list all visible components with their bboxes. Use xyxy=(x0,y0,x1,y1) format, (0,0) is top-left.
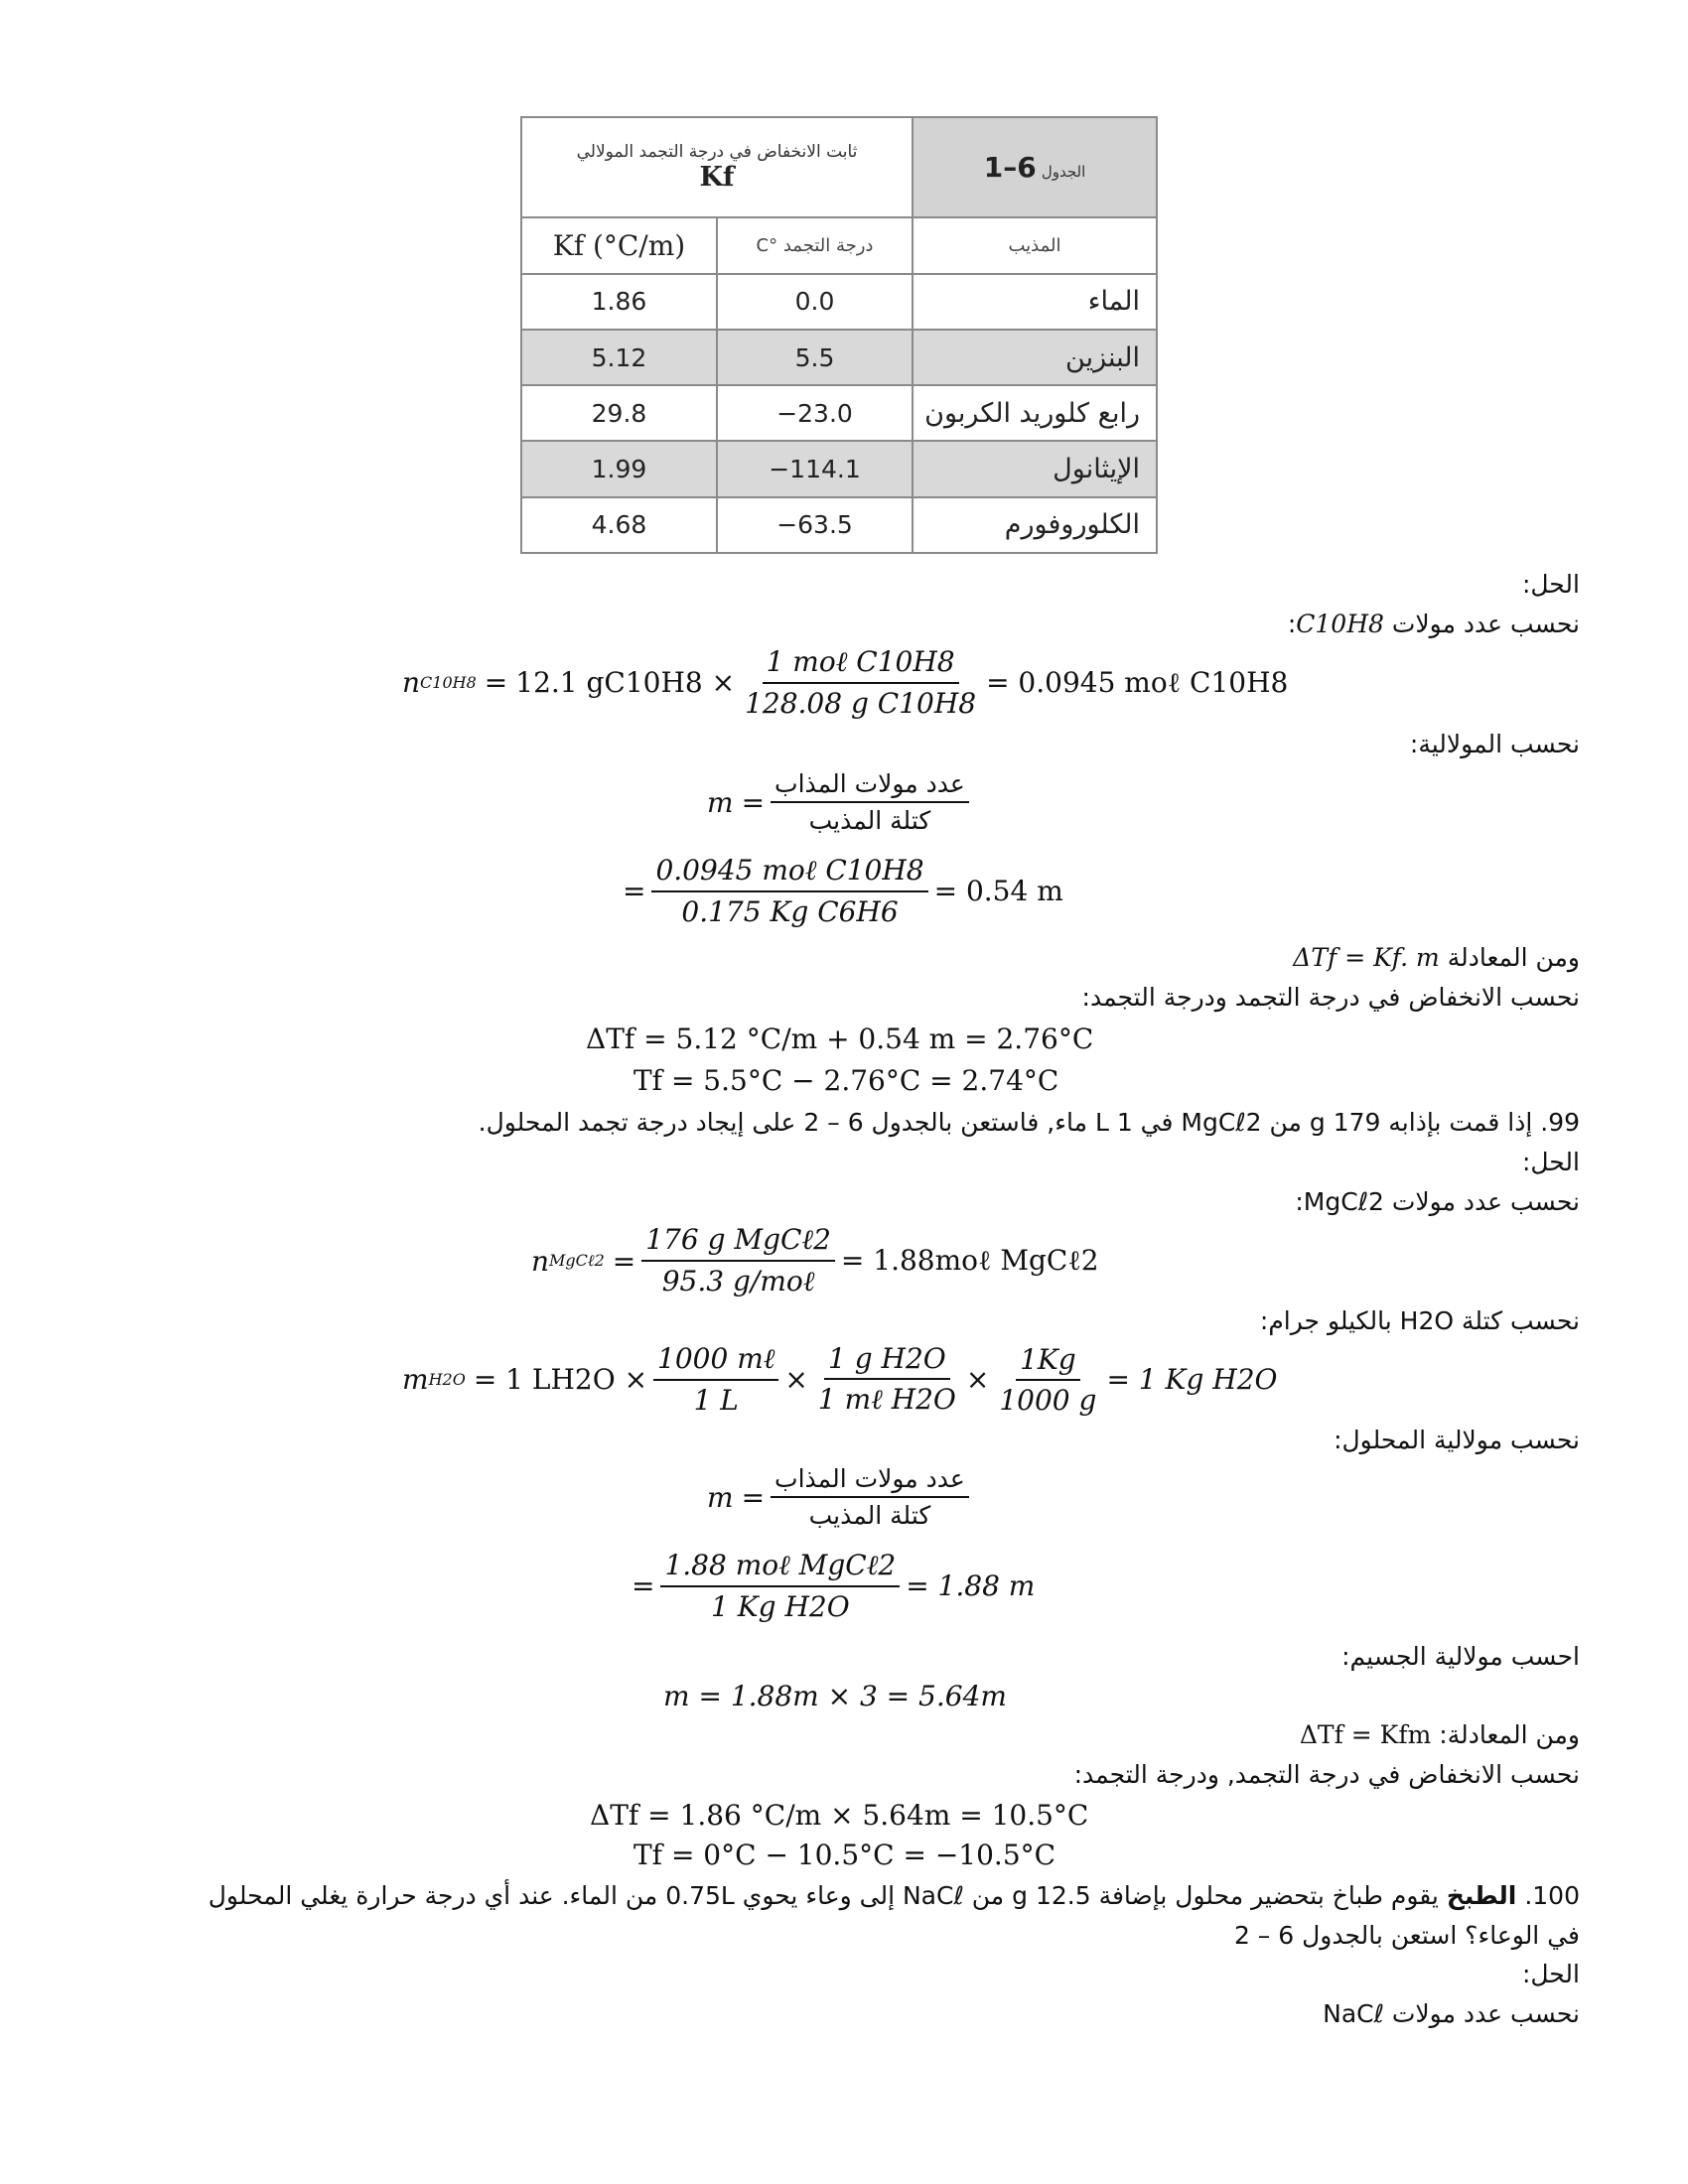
eq-rhs: = 1.88 m xyxy=(906,1570,1036,1602)
eq-numerator: 176 g MgCℓ2 xyxy=(645,1223,831,1256)
freezing-cell: −114.1 xyxy=(717,441,913,496)
table-title-label: الجدول xyxy=(1041,163,1086,182)
question-100 xyxy=(209,1881,1580,1911)
table-header-cell xyxy=(521,117,913,217)
question-99 xyxy=(479,1108,1580,1138)
table-row xyxy=(521,497,1157,553)
table-header-symbol: Kf xyxy=(699,162,735,194)
equation-label-text: ومن المعادلة: xyxy=(1439,1720,1580,1749)
moles-formula: C10H8 xyxy=(1296,610,1384,638)
solvent-cell: رابع كلوريد الكربون xyxy=(913,385,1157,441)
eq-denominator: 0.175 Kg C6H6 xyxy=(681,895,899,928)
freezing-cell: 0.0 xyxy=(717,274,913,330)
kf-table xyxy=(520,116,1158,554)
freezing-cell: −23.0 xyxy=(717,385,913,441)
table-row xyxy=(521,385,1157,441)
table-header-row xyxy=(521,117,1157,217)
table-number: 1–6 xyxy=(983,151,1037,185)
eq-rhs: = 0.54 m xyxy=(933,875,1063,907)
eq-rhs: = 0.0945 moℓ C10H8 xyxy=(986,665,1289,699)
kf-cell: 29.8 xyxy=(521,385,717,441)
equation-formula: ΔTf = Kfm xyxy=(1299,1720,1432,1749)
frac-denominator-ar: كتلة المذيب xyxy=(808,1501,931,1530)
eq-lhs: = 1 LH2O × xyxy=(473,1363,648,1396)
moles-label: نحسب عدد مولات NaCℓ xyxy=(1323,1999,1580,2028)
solvent-cell: الإيثانول xyxy=(913,441,1157,496)
equation-label xyxy=(1293,943,1580,973)
question-text-line2: في الوعاء؟ استعن بالجدول 6 – 2 xyxy=(1233,1921,1580,1950)
equation-molality-def: m = $\frac{\text{عدد مولات المذاب}}{\text{كتلة المذيب}}$ xyxy=(707,1464,975,1530)
solvent-cell: البنزين xyxy=(913,330,1157,385)
molality-label: نحسب المولالية: xyxy=(1409,730,1580,758)
table-row xyxy=(521,274,1157,330)
eq-denominator: 1000 g xyxy=(999,1383,1097,1417)
eq-denominator: 95.3 g/moℓ xyxy=(661,1265,815,1297)
column-header-solvent: المذيب xyxy=(913,217,1157,273)
depression-label: نحسب الانخفاض في درجة التجمد ودرجة التجمد: xyxy=(1081,983,1580,1012)
equation-moles-mgcl2: n MgCℓ2 = $\frac{\text{176 g MgCℓ2}}{\text{95.3 g/moℓ}}$ = 1.88moℓ MgCℓ2 xyxy=(531,1223,1099,1297)
equation-delta-tf: ΔTf = 1.86 °C/m × 5.64m = 10.5°C xyxy=(590,1799,1089,1832)
freezing-cell: −63.5 xyxy=(717,497,913,553)
equation-molality-value: = $\frac{\text{1.88 moℓ MgCℓ2}}{\text{1 Kg H2O}}$ = 1.88 m xyxy=(632,1549,1036,1623)
eq-numerator: 1 g H2O xyxy=(828,1342,946,1375)
eq-denominator: 1 L xyxy=(693,1384,739,1417)
freezing-cell: 5.5 xyxy=(717,330,913,385)
solution-label: الحل: xyxy=(1521,570,1580,599)
equation-label-text: ومن المعادلة xyxy=(1447,943,1580,972)
column-header-kf: Kf (°C/m) xyxy=(521,217,717,273)
kf-cell: 5.12 xyxy=(521,330,717,385)
frac-numerator-ar: عدد مولات المذاب xyxy=(771,769,969,803)
equation-delta-tf: ΔTf = 5.12 °C/m + 0.54 m = 2.76°C xyxy=(586,1023,1094,1055)
eq-numerator: 1000 mℓ xyxy=(657,1342,775,1375)
particle-label: احسب مولالية الجسيم: xyxy=(1341,1642,1580,1671)
eq-lhs: 12.1 gC10H8 × xyxy=(515,666,736,699)
question-number: 99. xyxy=(1540,1108,1580,1137)
eq-denominator: 1 mℓ H2O xyxy=(817,1383,956,1416)
column-header-freezing: درجة التجمد °C xyxy=(717,217,913,273)
kf-cell: 1.99 xyxy=(521,441,717,496)
equation-particle xyxy=(663,1680,1007,1712)
depression-label: نحسب الانخفاض في درجة التجمد, ودرجة التجمد: xyxy=(1073,1760,1580,1789)
eq-numerator: 0.0945 moℓ C10H8 xyxy=(655,854,924,887)
equation-molality-def: m = $\frac{\text{عدد مولات المذاب}}{\text{كتلة المذيب}}$ xyxy=(707,769,975,835)
eq-numerator: 1.88 moℓ MgCℓ2 xyxy=(664,1549,897,1581)
table-row xyxy=(521,441,1157,496)
eq-denominator: 128.08 g C10H8 xyxy=(745,687,977,720)
moles-label: نحسب عدد مولات MgCℓ2: xyxy=(1295,1187,1580,1216)
eq-rhs: = 1.88moℓ MgCℓ2 xyxy=(840,1244,1099,1277)
table-row xyxy=(521,330,1157,385)
moles-label: نحسب عدد مولات C10H8: xyxy=(1287,610,1580,638)
question-text: إذا قمت بإذابه 179 g من MgCℓ2 في 1 L ماء, فاستعن بالجدول 6 – 2 على إيجاد درجة تجمد المحلول. xyxy=(478,1108,1533,1137)
table-title-cell xyxy=(913,117,1157,217)
kf-cell: 4.68 xyxy=(521,497,717,553)
equation-tf: Tf = 0°C − 10.5°C = −10.5°C xyxy=(633,1839,1056,1871)
moles-label-text: نحسب عدد مولات xyxy=(1391,610,1580,638)
equation-label xyxy=(1300,1720,1580,1750)
equation-particle-text: m = 1.88m × 3 = 5.64m xyxy=(663,1680,1007,1712)
eq-denominator: 1 Kg H2O xyxy=(711,1590,850,1623)
solution-label: الحل: xyxy=(1521,1960,1580,1988)
molality-label: نحسب مولالية المحلول: xyxy=(1334,1426,1580,1454)
solution-label: الحل: xyxy=(1521,1148,1580,1176)
table-column-header-row xyxy=(521,217,1157,273)
frac-numerator-ar: عدد مولات المذاب xyxy=(771,1464,969,1498)
question-number: 100. xyxy=(1524,1881,1580,1910)
table-header-arabic: ثابت الانخفاض في درجة التجمد المولالي xyxy=(576,142,858,163)
equation-formula: ΔTf = Kf. m xyxy=(1293,943,1440,972)
solvent-cell: الماء xyxy=(913,274,1157,330)
equation-mass-h2o: m H2O = 1 LH2O × $\frac{\text{1000 mℓ}}{1 L}$ × $\frac{\text{1 g H2O}}{\text{1 mℓ H2O}}$ × $\frac{1Kg}{1000 g}$ = 1 Kg H2O xyxy=(402,1342,1278,1417)
equation-moles-c10h8: n C10H8 = 12.1 gC10H8 × $\frac{\text{1 moℓ C10H8}}{\text{128.08 g C10H8}}$ = 0.0945 moℓ C10H8 xyxy=(402,645,1289,720)
eq-rhs: = 1 Kg H2O xyxy=(1106,1363,1278,1396)
frac-denominator-ar: كتلة المذيب xyxy=(808,806,931,835)
eq-numerator: 1 moℓ C10H8 xyxy=(766,645,955,678)
equation-molality-value: = $\frac{\text{0.0945 moℓ C10H8}}{\text{0.175 Kg C6H6}}$ = 0.54 m xyxy=(623,854,1063,928)
mass-label: نحسب كتلة H2O بالكيلو جرام: xyxy=(1259,1306,1580,1335)
eq-numerator: 1Kg xyxy=(1020,1342,1076,1376)
question-bold-word: الطبخ xyxy=(1446,1881,1517,1910)
equation-tf: Tf = 5.5°C − 2.76°C = 2.74°C xyxy=(633,1064,1059,1097)
kf-cell: 1.86 xyxy=(521,274,717,330)
solvent-cell: الكلوروفورم xyxy=(913,497,1157,553)
question-text: يقوم طباخ بتحضير محلول بإضافة 12.5 g من NaCℓ إلى وعاء يحوي 0.75L من الماء. عند أي درجة حرارة يغلي المحلول xyxy=(208,1881,1439,1910)
